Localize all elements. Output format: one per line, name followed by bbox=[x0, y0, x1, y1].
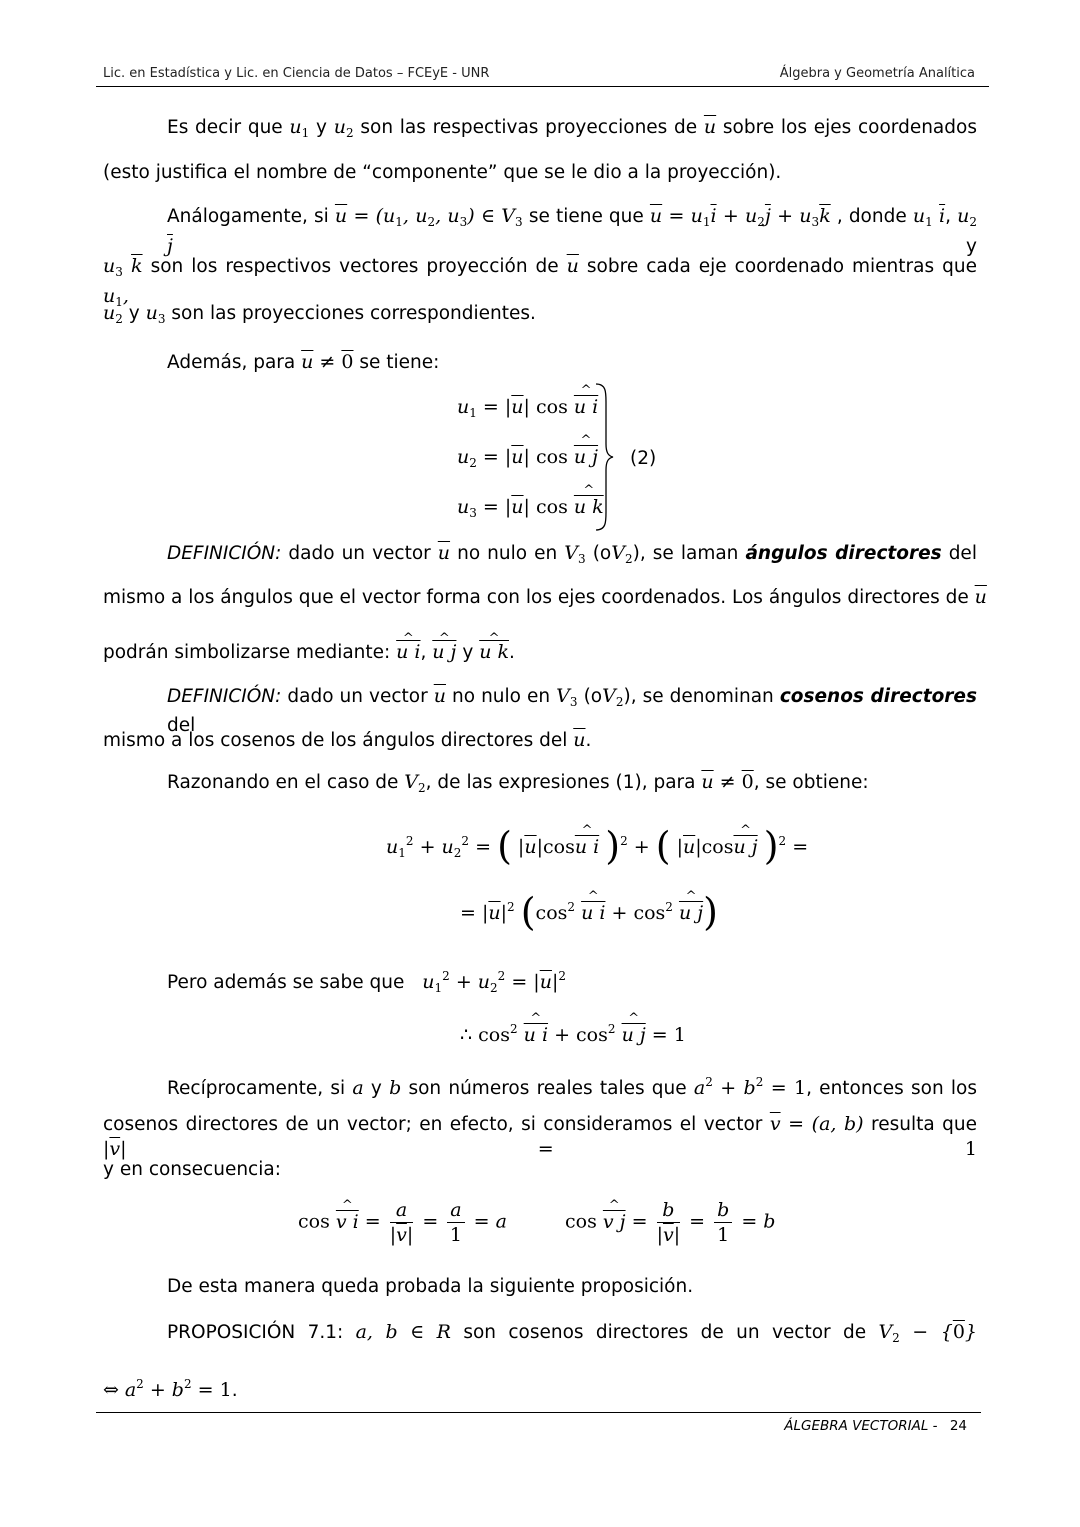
math-ubar: $\overline{u}$ bbox=[703, 116, 717, 138]
p2-text-e: y bbox=[966, 236, 977, 257]
equation-cos-vi: cos ^ v i = $\frac{a}{|\overline{v}|}$ = $\frac{a}{1}$ = a bbox=[298, 1198, 507, 1247]
page-number: 24 bbox=[949, 1418, 967, 1434]
math-u-neq-zero: $\overline{u} \ne 0$ bbox=[701, 771, 754, 793]
def2-text-a: dado un vector bbox=[287, 686, 428, 707]
math-u2j: $u_2$ $\overline{j}$ bbox=[167, 205, 978, 257]
equation-label-2: (2) bbox=[630, 448, 657, 469]
p2-text-a: Análogamente, si bbox=[167, 206, 329, 227]
math-u3k: $u_3$ $\overline{k}$ bbox=[103, 255, 143, 279]
math-u1: $u_1$ bbox=[289, 116, 310, 140]
math-V2: $V_2$ bbox=[404, 771, 426, 795]
paragraph-6-line-1 bbox=[167, 1070, 977, 1101]
right-brace bbox=[594, 382, 614, 532]
paragraph-2-line-3 bbox=[103, 301, 536, 331]
prop-text-b: cosenos bbox=[508, 1322, 584, 1343]
footer-rule bbox=[96, 1412, 981, 1413]
p3-text-b: se tiene: bbox=[359, 352, 440, 373]
p2-text-b: se tiene que bbox=[528, 206, 644, 227]
p2-text-d: , bbox=[945, 206, 951, 227]
math-u1: $u_1$, bbox=[103, 285, 129, 309]
prop-text-d: de bbox=[700, 1322, 724, 1343]
p1-text-a: Es decir que bbox=[167, 117, 283, 138]
p5-text-a: Pero además se sabe que bbox=[167, 972, 405, 993]
equation-u3-cos: $u_3 = |\overline{u}|$ cos ^ u k bbox=[457, 496, 604, 520]
paragraph-4 bbox=[167, 770, 869, 800]
equation-u1-cos: $u_1 = |\overline{u}|$ cos ^ u i bbox=[457, 396, 598, 420]
p1-text-d: sobre los ejes coordenados bbox=[722, 117, 977, 138]
p3-text-a: Además, para bbox=[167, 352, 296, 373]
p6-text-c: son números reales tales que bbox=[408, 1078, 687, 1099]
prop-text-a: son bbox=[463, 1322, 496, 1343]
math-ubar: $\overline{u}$ bbox=[573, 729, 586, 751]
math-angle-ui: ^ u i bbox=[396, 640, 420, 664]
def1-text-f: del bbox=[948, 543, 977, 564]
footer-section: ÁLGEBRA VECTORIAL - bbox=[784, 1418, 938, 1434]
math-u-equals-tuple: $\overline{u} = (u_1$, $u_2$, $u_3$) ∈ $V_3$ bbox=[334, 205, 523, 229]
def2-label: DEFINICIÓN: bbox=[167, 686, 282, 707]
math-a2-b2-1: $a^2 + b^2 = 1$ bbox=[124, 1377, 232, 1401]
header-left: Lic. en Estadística y Lic. en Ciencia de Datos – FCEyE - UNR bbox=[103, 66, 490, 81]
math-ubar: $\overline{u}$ bbox=[974, 586, 987, 608]
p4-text-a: Razonando en el caso de bbox=[167, 772, 399, 793]
def1-text-y: y bbox=[462, 642, 474, 663]
def2-text-d: ), se denominan bbox=[623, 686, 774, 707]
proposition-line-1 bbox=[167, 1320, 977, 1350]
definition-1-line-2 bbox=[103, 585, 987, 610]
math-a: a bbox=[352, 1077, 364, 1099]
header-rule bbox=[96, 86, 989, 87]
equation-u2-cos: $u_2 = |\overline{u}|$ cos ^ u j bbox=[457, 446, 598, 470]
math-angle-uk: ^ u k bbox=[479, 640, 509, 664]
prop-text-c: directores bbox=[595, 1322, 689, 1343]
math-u2: $u_2$ bbox=[103, 302, 123, 326]
math-a2-b2-1: $a^2 + b^2 = 1$ bbox=[693, 1075, 807, 1099]
def1-text-d: ), bbox=[632, 543, 646, 564]
definition-1-line-1 bbox=[167, 541, 977, 571]
def2-text-e: del bbox=[167, 715, 196, 736]
math-u3: $u_3$ bbox=[145, 302, 166, 326]
equation-therefore-cos: ∴ $\cos^2$ ^ u $i + \cos^2$ ^ u j = 1 bbox=[460, 1022, 686, 1046]
math-ubar: $\overline{u}$ bbox=[437, 542, 451, 564]
math-angle-uj: ^ u j bbox=[432, 640, 456, 664]
paragraph-1-line-2: (esto justifica el nombre de “componente” que se le dio a la proyección). bbox=[103, 162, 782, 183]
math-a-b-in-R: a, b ∈ R bbox=[355, 1321, 451, 1343]
def1-text-b: no nulo en bbox=[457, 543, 558, 564]
math-V2-minus-zero: $V_2 - \{0\}$ bbox=[878, 1321, 977, 1345]
math-V3: $V_3$ bbox=[556, 685, 578, 709]
p2-text-g: sobre cada eje coordenado mientras que bbox=[586, 256, 977, 277]
math-ubar: $\overline{u}$ bbox=[433, 685, 446, 707]
paragraph-2-line-1 bbox=[167, 204, 977, 259]
paragraph-6-line-3: y en consecuencia: bbox=[103, 1159, 281, 1180]
paragraph-3 bbox=[167, 350, 439, 375]
paragraph-6-line-2 bbox=[103, 1112, 977, 1162]
paragraph-1-line-1 bbox=[167, 115, 977, 145]
p6-text-b: y bbox=[370, 1078, 382, 1099]
def2-bold-term: cosenos directores bbox=[779, 686, 977, 707]
prop-text-f: vector bbox=[771, 1322, 831, 1343]
math-norm-identity: $u_1^2 + u_2^2 = |\overline{u}|^2$ bbox=[422, 969, 567, 995]
p1-text-c: son las respectivas proyecciones de bbox=[360, 117, 698, 138]
math-V2: $V_2$ bbox=[602, 685, 624, 709]
def1-text-e: se laman bbox=[652, 543, 739, 564]
def1-text-a: dado un vector bbox=[288, 543, 431, 564]
proposition-line-2: ⇔ $a^2 + b^2 = 1$. bbox=[103, 1377, 238, 1401]
p2-text-h: y bbox=[128, 303, 140, 324]
def1-line3-text: podrán simbolizarse mediante: bbox=[103, 642, 391, 663]
def1-label: DEFINICIÓN: bbox=[167, 543, 282, 564]
math-u2: $u_2$ bbox=[333, 116, 354, 140]
p6-text-a: Recíprocamente, si bbox=[167, 1078, 346, 1099]
math-V2: $V_2$ bbox=[611, 542, 633, 566]
def2-text-c: (o bbox=[583, 686, 603, 707]
prop-text-g: de bbox=[842, 1322, 867, 1343]
paragraph-5 bbox=[167, 964, 566, 1000]
math-norm-v-1: $|\overline{v}| = 1$ bbox=[103, 1138, 977, 1160]
math-u1i: $u_1$ $\overline{i}$ bbox=[912, 205, 946, 229]
def1-text-c: (o bbox=[592, 543, 612, 564]
p4-text-c: , se obtiene: bbox=[753, 772, 869, 793]
math-u-decomposition: $\overline{u} = u_1\overline{i} + u_2\overline{j} + u_3\overline{k}$ bbox=[649, 205, 831, 229]
math-v-equals-ab: $\overline{v} = (a$, b) bbox=[769, 1113, 864, 1135]
equation-sum-squares: $u_1^2 + u_2^2$ = ( $|\overline{u}|\cos\^{}$ u i )$^2$ + ( $|\overline{u}|\cos\^{}$ u j )$^2$ = bbox=[386, 824, 808, 868]
definition-2-line-2: mismo a los cosenos de los ángulos directores del $\overline{u}$. bbox=[103, 729, 592, 751]
equation-cos-vj: cos ^ v j = $\frac{b}{|\overline{v}|}$ = $\frac{b}{1}$ = b bbox=[565, 1198, 775, 1247]
p6-text-d: , entonces son los bbox=[806, 1078, 977, 1099]
math-u-neq-zero: $\overline{u} \ne 0$ bbox=[301, 351, 354, 373]
prop-text-e: un bbox=[736, 1322, 760, 1343]
math-V3: $V_3$ bbox=[564, 542, 586, 566]
p2-text-f: son los respectivos vectores proyección de bbox=[150, 256, 559, 277]
math-ubar: $\overline{u}$ bbox=[566, 255, 579, 277]
definition-1-line-3: podrán simbolizarse mediante: ^ u i, ^ u j y ^ u k. bbox=[103, 640, 515, 665]
def2-text-b: no nulo en bbox=[452, 686, 551, 707]
def2-line2-text: mismo a los cosenos de los ángulos directores del bbox=[103, 730, 568, 751]
page-header bbox=[103, 64, 989, 86]
page-footer bbox=[784, 1418, 967, 1434]
paragraph-7: De esta manera queda probada la siguiente proposición. bbox=[167, 1276, 694, 1297]
p1-text-b: y bbox=[316, 117, 327, 138]
equation-factored: = $|\overline{u}|^2$ ($\cos^2$ ^ u $i + \cos^2$ ^ u j) bbox=[460, 890, 718, 934]
p2-text-i: son las proyecciones correspondientes. bbox=[171, 303, 536, 324]
def1-bold-term: ángulos directores bbox=[745, 543, 942, 564]
p4-text-b: , de las expresiones (1), para bbox=[425, 772, 696, 793]
proposition-label: PROPOSICIÓN 7.1: bbox=[167, 1322, 344, 1343]
math-b: b bbox=[389, 1077, 402, 1099]
header-right: Álgebra y Geometría Analítica bbox=[779, 66, 975, 81]
p2-text-c: , donde bbox=[836, 206, 907, 227]
p6-line2-text: cosenos directores de un vector; en efecto, si consideramos el vector bbox=[103, 1114, 763, 1135]
p6-text-e: resulta que bbox=[871, 1114, 977, 1135]
def1-line2-text: mismo a los ángulos que el vector forma con los ejes coordenados. Los ángulos directores de bbox=[103, 587, 969, 608]
iff-symbol: ⇔ bbox=[103, 1379, 119, 1401]
